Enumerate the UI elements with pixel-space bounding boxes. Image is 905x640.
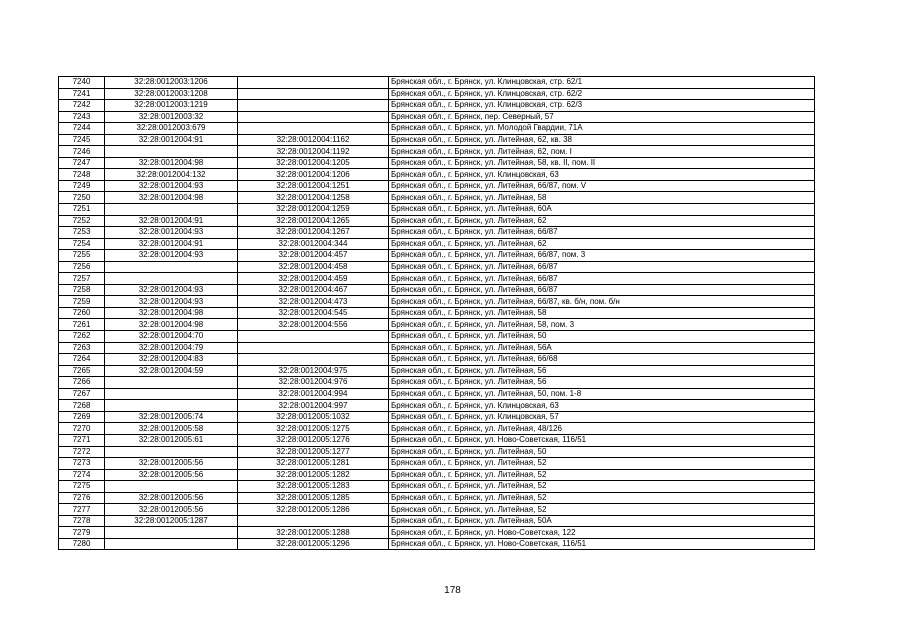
row-number-cell: 7263 [59, 342, 105, 354]
cadastral-number-cell: 32:28:0012005:74 [105, 411, 238, 423]
address-cell: Брянская обл., г. Брянск, ул. Литейная, 50 [389, 446, 815, 458]
row-number-cell: 7272 [59, 446, 105, 458]
table-row [59, 388, 815, 400]
address-cell: Брянская обл., г. Брянск, ул. Литейная, 58 [389, 307, 815, 319]
address-cell: Брянская обл., г. Брянск, ул. Литейная, 66/87 [389, 284, 815, 296]
table-row [59, 111, 815, 123]
table-row [59, 400, 815, 412]
address-cell: Брянская обл., г. Брянск, ул. Клинцовская, 57 [389, 411, 815, 423]
object-cadastral-number-cell: 32:28:0012004:1267 [238, 227, 389, 239]
cadastral-number-cell: 32:28:0012004:91 [105, 215, 238, 227]
address-cell: Брянская обл., г. Брянск, ул. Молодой Гвардии, 71А [389, 123, 815, 135]
row-number-cell: 7280 [59, 538, 105, 550]
table-row [59, 307, 815, 319]
cadastral-number-cell: 32:28:0012005:56 [105, 504, 238, 516]
table-row [59, 377, 815, 389]
address-cell: Брянская обл., г. Брянск, ул. Литейная, 56А [389, 342, 815, 354]
address-cell: Брянская обл., г. Брянск, ул. Литейная, 58, пом. 3 [389, 319, 815, 331]
table-row [59, 88, 815, 100]
object-cadastral-number-cell: 32:28:0012004:1205 [238, 157, 389, 169]
row-number-cell: 7260 [59, 307, 105, 319]
object-cadastral-number-cell: 32:28:0012005:1032 [238, 411, 389, 423]
row-number-cell: 7277 [59, 504, 105, 516]
page-number: 178 [444, 585, 461, 596]
address-cell: Брянская обл., г. Брянск, ул. Клинцовская, стр. 62/3 [389, 100, 815, 112]
table-row [59, 515, 815, 527]
address-cell: Брянская обл., г. Брянск, ул. Литейная, 48/126 [389, 423, 815, 435]
row-number-cell: 7254 [59, 238, 105, 250]
object-cadastral-number-cell [238, 354, 389, 366]
address-cell: Брянская обл., г. Брянск, ул. Литейная, 56 [389, 365, 815, 377]
cadastral-number-cell: 32:28:0012004:93 [105, 296, 238, 308]
object-cadastral-number-cell: 32:28:0012004:975 [238, 365, 389, 377]
address-cell: Брянская обл., г. Брянск, ул. Литейная, 66/87 [389, 227, 815, 239]
address-cell: Брянская обл., г. Брянск, ул. Литейная, 52 [389, 458, 815, 470]
object-cadastral-number-cell: 32:28:0012005:1282 [238, 469, 389, 481]
object-cadastral-number-cell: 32:28:0012005:1283 [238, 481, 389, 493]
cadastral-number-cell: 32:28:0012004:132 [105, 169, 238, 181]
row-number-cell: 7240 [59, 77, 105, 89]
address-cell: Брянская обл., г. Брянск, ул. Литейная, 66/68 [389, 354, 815, 366]
row-number-cell: 7249 [59, 180, 105, 192]
table-row [59, 273, 815, 285]
cadastral-number-cell [105, 481, 238, 493]
address-cell: Брянская обл., г. Брянск, ул. Клинцовская, 63 [389, 400, 815, 412]
address-cell: Брянская обл., г. Брянск, ул. Литейная, 52 [389, 504, 815, 516]
table-row [59, 434, 815, 446]
row-number-cell: 7273 [59, 458, 105, 470]
cadastral-number-cell: 32:28:0012004:91 [105, 134, 238, 146]
object-cadastral-number-cell: 32:28:0012004:1206 [238, 169, 389, 181]
object-cadastral-number-cell: 32:28:0012004:997 [238, 400, 389, 412]
object-cadastral-number-cell: 32:28:0012004:1192 [238, 146, 389, 158]
address-cell: Брянская обл., г. Брянск, ул. Клинцовская, 63 [389, 169, 815, 181]
object-cadastral-number-cell: 32:28:0012005:1286 [238, 504, 389, 516]
cadastral-number-cell: 32:28:0012005:56 [105, 492, 238, 504]
object-cadastral-number-cell: 32:28:0012004:1265 [238, 215, 389, 227]
row-number-cell: 7264 [59, 354, 105, 366]
table-row [59, 261, 815, 273]
cadastral-number-cell [105, 377, 238, 389]
table-row [59, 469, 815, 481]
row-number-cell: 7242 [59, 100, 105, 112]
address-cell: Брянская обл., г. Брянск, ул. Литейная, 62 [389, 238, 815, 250]
object-cadastral-number-cell: 32:28:0012004:344 [238, 238, 389, 250]
cadastral-number-cell: 32:28:0012004:70 [105, 331, 238, 343]
address-cell: Брянская обл., г. Брянск, ул. Ново-Советская, 122 [389, 527, 815, 539]
cadastral-number-cell: 32:28:0012004:98 [105, 157, 238, 169]
table-row [59, 446, 815, 458]
address-cell: Брянская обл., г. Брянск, ул. Литейная, 52 [389, 492, 815, 504]
cadastral-number-cell: 32:28:0012004:79 [105, 342, 238, 354]
table-row [59, 354, 815, 366]
table-row [59, 250, 815, 262]
table-row [59, 100, 815, 112]
object-cadastral-number-cell: 32:28:0012005:1296 [238, 538, 389, 550]
cadastral-number-cell: 32:28:0012004:83 [105, 354, 238, 366]
row-number-cell: 7256 [59, 261, 105, 273]
cadastral-number-cell: 32:28:0012005:58 [105, 423, 238, 435]
address-cell: Брянская обл., г. Брянск, ул. Ново-Советская, 116/51 [389, 434, 815, 446]
table-row [59, 192, 815, 204]
row-number-cell: 7266 [59, 377, 105, 389]
address-cell: Брянская обл., г. Брянск, ул. Литейная, 66/87 [389, 273, 815, 285]
address-cell: Брянская обл., г. Брянск, ул. Литейная, 66/87, пом. V [389, 180, 815, 192]
table-row [59, 342, 815, 354]
register-table [58, 76, 815, 550]
address-cell: Брянская обл., г. Брянск, ул. Литейная, 66/87 [389, 261, 815, 273]
table-body [59, 77, 815, 550]
table-row [59, 134, 815, 146]
address-cell: Брянская обл., г. Брянск, ул. Литейная, 50А [389, 515, 815, 527]
address-cell: Брянская обл., г. Брянск, ул. Литейная, 62, пом. I [389, 146, 815, 158]
object-cadastral-number-cell: 32:28:0012004:1258 [238, 192, 389, 204]
cadastral-number-cell: 32:28:0012004:93 [105, 284, 238, 296]
cadastral-number-cell: 32:28:0012003:32 [105, 111, 238, 123]
row-number-cell: 7274 [59, 469, 105, 481]
cadastral-number-cell: 32:28:0012003:1219 [105, 100, 238, 112]
cadastral-number-cell: 32:28:0012004:98 [105, 192, 238, 204]
row-number-cell: 7275 [59, 481, 105, 493]
row-number-cell: 7241 [59, 88, 105, 100]
row-number-cell: 7262 [59, 331, 105, 343]
table-row [59, 180, 815, 192]
object-cadastral-number-cell [238, 77, 389, 89]
object-cadastral-number-cell: 32:28:0012004:459 [238, 273, 389, 285]
row-number-cell: 7244 [59, 123, 105, 135]
cadastral-number-cell: 32:28:0012004:98 [105, 319, 238, 331]
row-number-cell: 7259 [59, 296, 105, 308]
cadastral-number-cell [105, 538, 238, 550]
cadastral-number-cell: 32:28:0012004:93 [105, 250, 238, 262]
row-number-cell: 7246 [59, 146, 105, 158]
row-number-cell: 7270 [59, 423, 105, 435]
cadastral-number-cell: 32:28:0012003:1208 [105, 88, 238, 100]
table-row [59, 423, 815, 435]
table-row [59, 365, 815, 377]
address-cell: Брянская обл., г. Брянск, ул. Литейная, 52 [389, 481, 815, 493]
address-cell: Брянская обл., г. Брянск, ул. Ново-Советская, 116/51 [389, 538, 815, 550]
object-cadastral-number-cell: 32:28:0012004:457 [238, 250, 389, 262]
row-number-cell: 7269 [59, 411, 105, 423]
table-row [59, 458, 815, 470]
row-number-cell: 7276 [59, 492, 105, 504]
table-row [59, 331, 815, 343]
table-row [59, 227, 815, 239]
address-cell: Брянская обл., г. Брянск, ул. Литейная, 50 [389, 331, 815, 343]
cadastral-number-cell: 32:28:0012005:61 [105, 434, 238, 446]
cadastral-number-cell [105, 273, 238, 285]
object-cadastral-number-cell: 32:28:0012004:1259 [238, 204, 389, 216]
address-cell: Брянская обл., г. Брянск, ул. Литейная, 66/87, пом. 3 [389, 250, 815, 262]
object-cadastral-number-cell [238, 331, 389, 343]
row-number-cell: 7267 [59, 388, 105, 400]
address-cell: Брянская обл., г. Брянск, ул. Клинцовская, стр. 62/1 [389, 77, 815, 89]
object-cadastral-number-cell: 32:28:0012004:545 [238, 307, 389, 319]
cadastral-number-cell: 32:28:0012004:91 [105, 238, 238, 250]
object-cadastral-number-cell [238, 342, 389, 354]
row-number-cell: 7251 [59, 204, 105, 216]
cadastral-number-cell [105, 261, 238, 273]
object-cadastral-number-cell [238, 88, 389, 100]
cadastral-number-cell: 32:28:0012004:93 [105, 180, 238, 192]
object-cadastral-number-cell: 32:28:0012005:1276 [238, 434, 389, 446]
cadastral-number-cell [105, 400, 238, 412]
cadastral-number-cell: 32:28:0012003:1206 [105, 77, 238, 89]
table-row [59, 123, 815, 135]
object-cadastral-number-cell [238, 515, 389, 527]
cadastral-number-cell [105, 527, 238, 539]
object-cadastral-number-cell: 32:28:0012004:556 [238, 319, 389, 331]
table-row [59, 538, 815, 550]
address-cell: Брянская обл., г. Брянск, ул. Литейная, 62, кв. 38 [389, 134, 815, 146]
table-row [59, 157, 815, 169]
row-number-cell: 7252 [59, 215, 105, 227]
address-cell: Брянская обл., г. Брянск, ул. Литейная, 52 [389, 469, 815, 481]
row-number-cell: 7255 [59, 250, 105, 262]
object-cadastral-number-cell: 32:28:0012004:473 [238, 296, 389, 308]
cadastral-number-cell: 32:28:0012004:93 [105, 227, 238, 239]
table-row [59, 204, 815, 216]
cadastral-number-cell: 32:28:0012004:98 [105, 307, 238, 319]
table-row [59, 284, 815, 296]
row-number-cell: 7258 [59, 284, 105, 296]
table-row [59, 296, 815, 308]
cadastral-number-cell [105, 204, 238, 216]
object-cadastral-number-cell: 32:28:0012005:1285 [238, 492, 389, 504]
address-cell: Брянская обл., г. Брянск, ул. Литейная, 58 [389, 192, 815, 204]
address-cell: Брянская обл., г. Брянск, ул. Литейная, 62 [389, 215, 815, 227]
object-cadastral-number-cell: 32:28:0012004:467 [238, 284, 389, 296]
row-number-cell: 7247 [59, 157, 105, 169]
row-number-cell: 7257 [59, 273, 105, 285]
object-cadastral-number-cell: 32:28:0012004:994 [238, 388, 389, 400]
cadastral-number-cell [105, 388, 238, 400]
address-cell: Брянская обл., г. Брянск, ул. Клинцовская, стр. 62/2 [389, 88, 815, 100]
table-row [59, 146, 815, 158]
address-cell: Брянская обл., г. Брянск, ул. Литейная, 66/87, кв. б/н, пом. б/н [389, 296, 815, 308]
object-cadastral-number-cell: 32:28:0012004:458 [238, 261, 389, 273]
object-cadastral-number-cell: 32:28:0012005:1275 [238, 423, 389, 435]
table-row [59, 492, 815, 504]
table-row [59, 527, 815, 539]
row-number-cell: 7279 [59, 527, 105, 539]
cadastral-number-cell: 32:28:0012003:679 [105, 123, 238, 135]
table-row [59, 504, 815, 516]
row-number-cell: 7265 [59, 365, 105, 377]
object-cadastral-number-cell: 32:28:0012005:1288 [238, 527, 389, 539]
object-cadastral-number-cell: 32:28:0012005:1277 [238, 446, 389, 458]
object-cadastral-number-cell [238, 100, 389, 112]
row-number-cell: 7243 [59, 111, 105, 123]
row-number-cell: 7278 [59, 515, 105, 527]
object-cadastral-number-cell [238, 111, 389, 123]
object-cadastral-number-cell [238, 123, 389, 135]
cadastral-number-cell: 32:28:0012004:59 [105, 365, 238, 377]
cadastral-number-cell [105, 146, 238, 158]
table-row [59, 481, 815, 493]
address-cell: Брянская обл., г. Брянск, ул. Литейная, 50, пом. 1-8 [389, 388, 815, 400]
table-row [59, 215, 815, 227]
row-number-cell: 7271 [59, 434, 105, 446]
cadastral-number-cell: 32:28:0012005:1287 [105, 515, 238, 527]
table-row [59, 319, 815, 331]
table-row [59, 77, 815, 89]
row-number-cell: 7248 [59, 169, 105, 181]
row-number-cell: 7268 [59, 400, 105, 412]
address-cell: Брянская обл., г. Брянск, ул. Литейная, 56 [389, 377, 815, 389]
object-cadastral-number-cell: 32:28:0012004:1162 [238, 134, 389, 146]
object-cadastral-number-cell: 32:28:0012004:1251 [238, 180, 389, 192]
cadastral-number-cell [105, 446, 238, 458]
object-cadastral-number-cell: 32:28:0012005:1281 [238, 458, 389, 470]
row-number-cell: 7253 [59, 227, 105, 239]
object-cadastral-number-cell: 32:28:0012004:976 [238, 377, 389, 389]
row-number-cell: 7261 [59, 319, 105, 331]
cadastral-number-cell: 32:28:0012005:56 [105, 458, 238, 470]
address-cell: Брянская обл., г. Брянск, пер. Северный, 57 [389, 111, 815, 123]
address-cell: Брянская обл., г. Брянск, ул. Литейная, 60А [389, 204, 815, 216]
table-row [59, 169, 815, 181]
row-number-cell: 7250 [59, 192, 105, 204]
row-number-cell: 7245 [59, 134, 105, 146]
table-row [59, 238, 815, 250]
cadastral-number-cell: 32:28:0012005:56 [105, 469, 238, 481]
address-cell: Брянская обл., г. Брянск, ул. Литейная, 58, кв. II, пом. II [389, 157, 815, 169]
table-row [59, 411, 815, 423]
